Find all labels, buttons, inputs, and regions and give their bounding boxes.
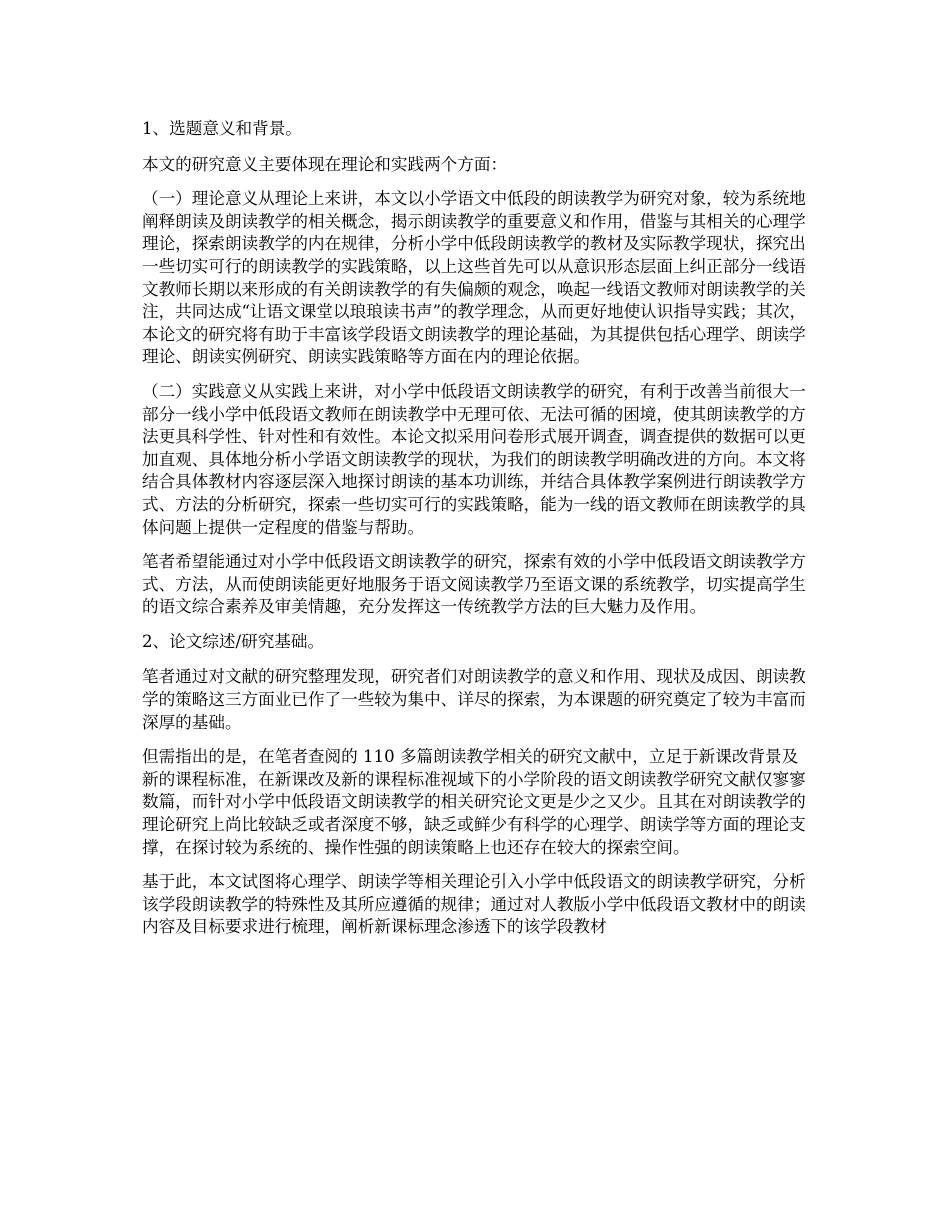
section-heading-1: 1、选题意义和背景。 [142, 119, 302, 138]
document-body [142, 118, 814, 939]
paragraph-practice: （二）实践意义从实践上来讲，对小学中低段语文朗读教学的研究，有利于改善当前很大一部分一线小学中低段语文教师在朗读教学中无理可依、无法可循的困境，使其朗读教学的方法更具科学性、针对性和有效性。本论文拟采用问卷形式展开调查，调查提供的数据可以更加直观、具体地分析小学语文朗读教学的现状，为我们的朗读教学明确改进的方向。本文将结合具体教材内容逐层深入地探讨朗读的基本功训练，并结合具体教学案例进行朗读教学方式、方法的分析研究，探索一些切实可行的实践策略，能为一线的语文教师在朗读教学的具体问题上提供一定程度的借鉴与帮助。 [142, 381, 806, 537]
paragraph-theory: （一）理论意义从理论上来讲，本文以小学语文中低段的朗读教学为研究对象，较为系统地阐释朗读及朗读教学的相关概念，揭示朗读教学的重要意义和作用，借鉴与其相关的心理学理论，探索朗读教学的内在规律，分析小学中低段朗读教学的教材及实际教学现状，探究出一些切实可行的朗读教学的实践策略，以上这些首先可以从意识形态层面上纠正部分一线语文教师长期以来形成的有关朗读教学的有失偏颇的观念，唤起一线语文教师对朗读教学的关注，共同达成“让语文课堂以琅琅读书声”的教学理念，从而更好地使认识指导实践；其次，本论文的研究将有助于丰富该学段语文朗读教学的理论基础，为其提供包括心理学、朗读学理论、朗读实例研究、朗读实践策略等方面在内的理论依据。 [142, 189, 807, 367]
paragraph-hope: 笔者希望能通过对小学中低段语文朗读教学的研究，探索有效的小学中低段语文朗读教学方式、方法，从而使朗读能更好地服务于语文阅读教学乃至语文课的系统教学，切实提高学生的语文综合素养及审美情趣，充分发挥这一传统教学方法的巨大魅力及作用。 [142, 552, 806, 617]
section-heading-2: 2、论文综述/研究基础。 [142, 631, 325, 651]
paragraph-approach: 基于此，本文试图将心理学、朗读学等相关理论引入小学中低段语文的朗读教学研究，分析该学段朗读教学的特殊性及其所应遵循的规律；通过对人教版小学中低段语文教材中的朗读内容及目标要求进行梳理，阐析新课标理念渗透下的该学段教材 [142, 872, 806, 937]
paragraph-intro: 本文的研究意义主要体现在理论和实践两个方面： [142, 154, 508, 174]
paragraph-literature: 笔者通过对文献的研究整理发现，研究者们对朗读教学的意义和作用、现状及成因、朗读教学的策略这三方面业已作了一些较为集中、详尽的探索，为本课题的研究奠定了较为丰富而深厚的基础。 [142, 667, 806, 732]
paragraph-gap: 但需指出的是，在笔者查阅的 110 多篇朗读教学相关的研究文献中，立足于新课改背景及新的课程标准，在新课改及新的课程标准视域下的小学阶段的语文朗读教学研究文献仅寥寥数篇，而针对小学中低段语文朗读教学的相关研究论文更是少之又少。且其在对朗读教学的理论研究上尚比较缺乏或者深度不够，缺乏或鲜少有科学的心理学、朗读学等方面的理论支撑，在探讨较为系统的、操作性强的朗读策略上也还存在较大的探索空间。 [142, 747, 806, 857]
